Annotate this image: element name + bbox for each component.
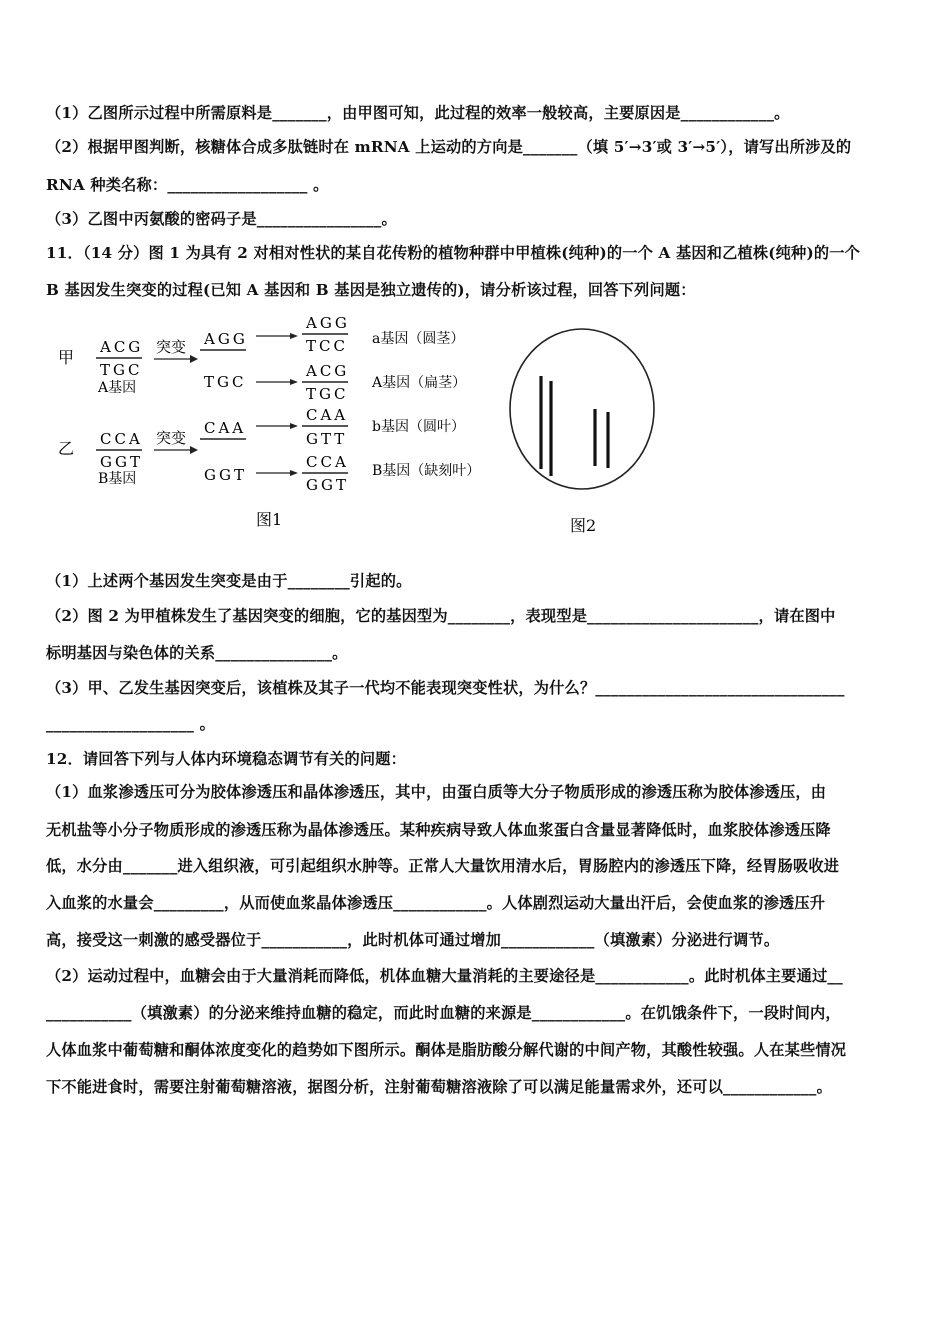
jia-mutate: 突变 (156, 338, 187, 356)
jia-r2-bottom: TGC (306, 385, 349, 403)
q12-stem: 12．请回答下列与人体内环境稳态调节有关的问题： (46, 750, 407, 768)
q10-part2: （2）根据甲图判断，核糖体合成多肽链时在 mRNA 上运动的方向是_______（填 5′→3′或 3′→5′），请写出所涉及的 (46, 138, 852, 156)
yi-mutate: 突变 (156, 429, 187, 447)
q10-part3: （3）乙图中丙氨酸的密码子是________________。 (46, 210, 397, 228)
q12-part2-l4: 下不能进食时，需要注射葡萄糖溶液，据图分析，注射葡萄糖溶液除了可以满足能量需求外，还可以____________。 (46, 1078, 832, 1096)
q11-part2-cont: 标明基因与染色体的关系_______________。 (46, 644, 348, 662)
yi-label: 乙 (58, 439, 75, 458)
jia-r2-top: ACG (306, 362, 350, 380)
yi-r1-bottom: GTT (306, 430, 348, 448)
q12-part1-l3: 低，水分由_______进入组织液，可引起组织水肿等。正常人大量饮用清水后，胃肠腔内的渗透压下降，经胃肠吸收进 (46, 857, 840, 875)
figure1-caption: 图1 (256, 510, 283, 529)
yi-r2-label: B基因（缺刻叶） (372, 463, 481, 479)
q11-part2: （2）图 2 为甲植株发生了基因突变的细胞，它的基因型为________，表现型是______________________，请在图中 (46, 607, 836, 625)
cell-outline (510, 329, 654, 489)
yi-top: CCA (100, 430, 143, 448)
jia-label: 甲 (58, 348, 75, 367)
jia-top: ACG (100, 338, 144, 356)
figure-svg (50, 306, 910, 546)
q11-stem-cont: B 基因发生突变的过程(已知 A 基因和 B 基因是独立遗传的)，请分析该过程，回答下列问题： (46, 281, 696, 299)
yi-gene: B基因 (98, 471, 137, 487)
jia-r1-label: a基因（圆茎） (372, 331, 465, 347)
q12-part2-l2: ___________（填激素）的分泌来维持血糖的稳定，而此时血糖的来源是____________。在饥饿条件下，一段时间内， (46, 1004, 841, 1022)
jia-strand2: TGC (204, 373, 247, 391)
q12-part2-l1: （2）运动过程中，血糖会由于大量消耗而降低，机体血糖大量消耗的主要途径是____________。此时机体主要通过__ (46, 967, 843, 985)
yi-strand1: CAA (204, 419, 247, 437)
yi-r2-top: CCA (306, 453, 349, 471)
yi-r1-label: b基因（圆叶） (372, 419, 465, 435)
q11-part3: （3）甲、乙发生基因突变后，该植株及其子一代均不能表现突变性状，为什么？________________________________ (46, 679, 845, 697)
yi-bottom: GGT (100, 453, 143, 471)
yi-r1-top: CAA (306, 406, 349, 424)
q11-part1: （1）上述两个基因发生突变是由于________引起的。 (46, 572, 412, 590)
q12-part1-l2: 无机盐等小分子物质形成的渗透压称为晶体渗透压。某种疾病导致人体血浆蛋白含量显著降低时，血浆胶体渗透压降 (46, 821, 831, 839)
q12-part1-l4: 入血浆的水量会_________，从而使血浆晶体渗透压____________。人体剧烈运动大量出汗后，会使血浆的渗透压升 (46, 894, 826, 912)
q12-part2-l3: 人体血浆中葡萄糖和酮体浓度变化的趋势如下图所示。酮体是脂肪酸分解代谢的中间产物，其酸性较强。人在某些情况 (46, 1041, 847, 1059)
q12-part1-l5: 高，接受这一刺激的感受器位于___________，此时机体可通过增加____________（填激素）分泌进行调节。 (46, 931, 780, 949)
jia-r1-bottom: TCC (306, 337, 348, 355)
jia-strand1: AGG (204, 330, 248, 348)
yi-r2-bottom: GGT (306, 476, 349, 494)
figure-area (50, 306, 910, 546)
jia-bottom: TGC (100, 361, 143, 379)
q11-stem: 11．（14 分）图 1 为具有 2 对相对性状的某自花传粉的植物种群中甲植株(纯种)的一个 A 基因和乙植株(纯种)的一个 (46, 244, 860, 262)
jia-r1-top: AGG (306, 314, 350, 332)
q12-part1-l1: （1）血浆渗透压可分为胶体渗透压和晶体渗透压，其中，由蛋白质等大分子物质形成的渗透压称为胶体渗透压，由 (46, 783, 827, 801)
yi-strand2: GGT (204, 466, 247, 484)
jia-r2-label: A基因（扁茎） (372, 375, 467, 391)
jia-gene: A基因 (98, 380, 137, 396)
figure2-caption: 图2 (570, 516, 597, 535)
q10-part1: （1）乙图所示过程中所需原料是_______，由甲图可知，此过程的效率一般较高，主要原因是____________。 (46, 104, 790, 122)
q10-part2-cont: RNA 种类名称：__________________ 。 (46, 176, 329, 194)
q11-part3-cont: ___________________ 。 (46, 715, 215, 733)
